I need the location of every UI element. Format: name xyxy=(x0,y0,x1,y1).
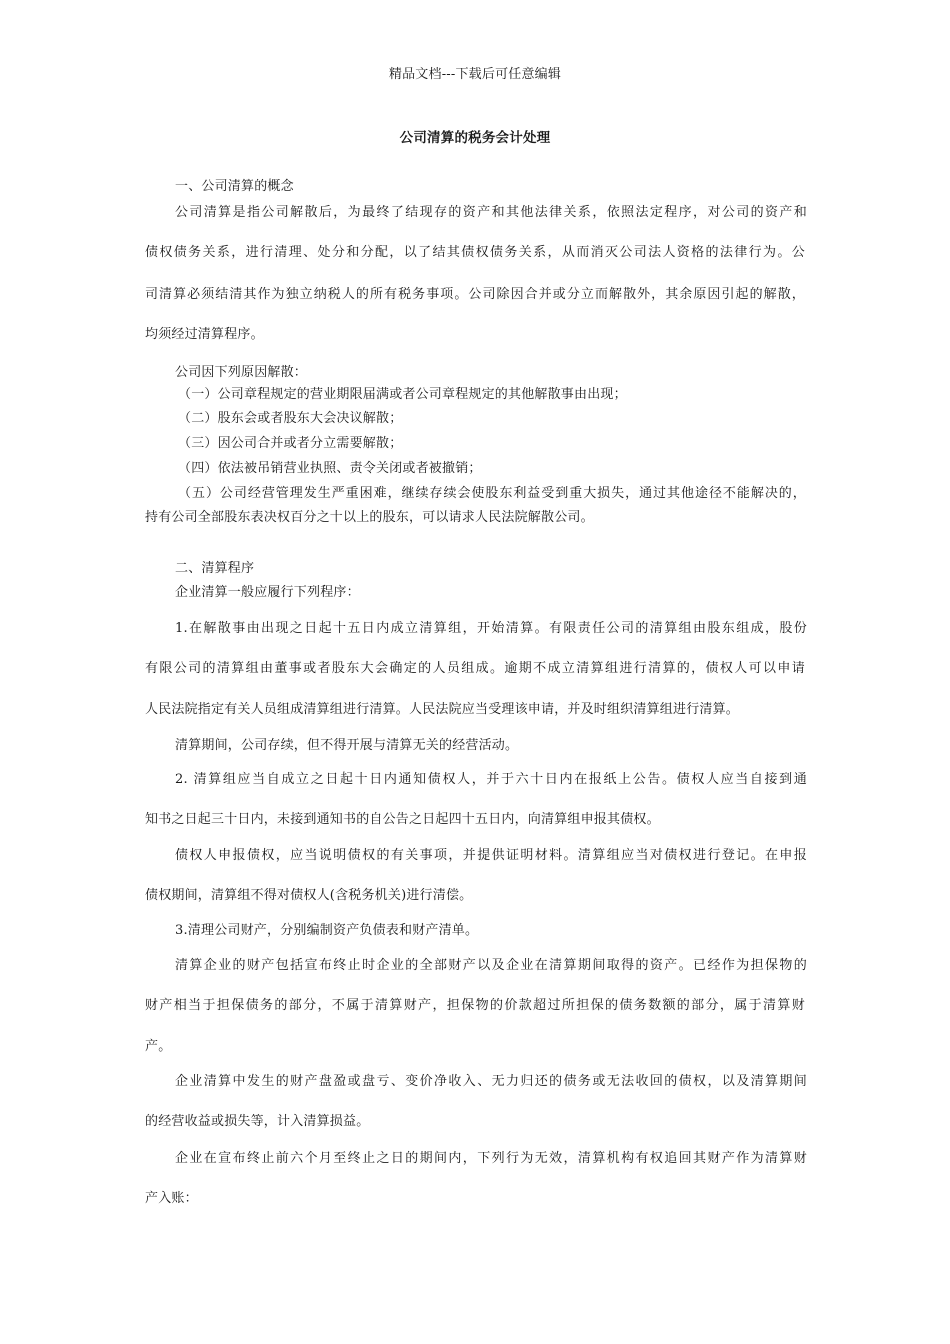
paragraph-line: 司清算必须结清其作为独立纳税人的所有税务事项。公司除因合并或分立而解散外，其余原因引起的解散， xyxy=(145,287,805,302)
paragraph-line: 人民法院指定有关人员组成清算组进行清算。人民法院应当受理该申请，并及时组织清算组进行清算。 xyxy=(145,702,740,717)
paragraph-line: 产入账： xyxy=(145,1191,198,1206)
list-item: （一）公司章程规定的营业期限届满或者公司章程规定的其他解散事由出现； xyxy=(178,387,627,402)
paragraph-line: 债权债务关系，进行清理、处分和分配，以了结其债权债务关系，从而消灭公司法人资格的法律行为。公 xyxy=(145,245,805,260)
list-item: （二）股东会或者股东大会决议解散； xyxy=(178,411,403,426)
section-heading-1: 一、公司清算的概念 xyxy=(175,179,294,194)
list-item: （三）因公司合并或者分立需要解散； xyxy=(178,436,403,451)
paragraph-line: 产。 xyxy=(145,1039,172,1054)
paragraph-line: 债权期间，清算组不得对债权人(含税务机关)进行清偿。 xyxy=(145,888,473,903)
list-item: 持有公司全部股东表决权百分之十以上的股东，可以请求人民法院解散公司。 xyxy=(145,510,594,525)
section-heading-2: 二、清算程序 xyxy=(175,561,255,576)
paragraph-line: 企业清算一般应履行下列程序： xyxy=(175,585,360,600)
list-item: （五）公司经营管理发生严重困难，继续存续会使股东利益受到重大损失，通过其他途径不能解决的， xyxy=(178,486,806,501)
paragraph-line: 清算企业的财产包括宣布终止时企业的全部财产以及企业在清算期间取得的资产。已经作为担保物的 xyxy=(175,958,807,973)
list-item: （四）依法被吊销营业执照、责令关闭或者被撤销； xyxy=(178,461,482,476)
paragraph-line: 企业清算中发生的财产盘盈或盘亏、变价净收入、无力归还的债务或无法收回的债权，以及清算期间 xyxy=(175,1074,807,1089)
paragraph-line: 公司因下列原因解散： xyxy=(175,365,308,380)
paragraph-line: 2. 清算组应当自成立之日起十日内通知债权人，并于六十日内在报纸上公告。债权人应当自接到通 xyxy=(175,772,807,787)
paragraph-line: 有限公司的清算组由董事或者股东大会确定的人员组成。逾期不成立清算组进行清算的，债权人可以申请 xyxy=(145,661,805,676)
paragraph-line: 均须经过清算程序。 xyxy=(145,327,264,342)
paragraph-line: 3.清理公司财产，分别编制资产负债表和财产清单。 xyxy=(175,923,479,938)
document-title: 公司清算的税务会计处理 xyxy=(399,130,551,146)
paragraph-line: 公司清算是指公司解散后，为最终了结现存的资产和其他法律关系，依照法定程序，对公司的资产和 xyxy=(175,205,807,220)
paragraph-line: 财产相当于担保债务的部分，不属于清算财产，担保物的价款超过所担保的债务数额的部分，属于清算财 xyxy=(145,998,805,1013)
paragraph-line: 1.在解散事由出现之日起十五日内成立清算组，开始清算。有限责任公司的清算组由股东组成，股份 xyxy=(175,621,807,636)
paragraph-line: 清算期间，公司存续，但不得开展与清算无关的经营活动。 xyxy=(175,738,519,753)
paragraph-line: 知书之日起三十日内，未接到通知书的自公告之日起四十五日内，向清算组申报其债权。 xyxy=(145,812,660,827)
paragraph-line: 企业在宣布终止前六个月至终止之日的期间内，下列行为无效，清算机构有权追回其财产作为清算财 xyxy=(175,1151,807,1166)
page-header: 精品文档---下载后可任意编辑 xyxy=(388,67,562,82)
paragraph-line: 的经营收益或损失等，计入清算损益。 xyxy=(145,1114,370,1129)
paragraph-line: 债权人申报债权，应当说明债权的有关事项，并提供证明材料。清算组应当对债权进行登记。在申报 xyxy=(175,848,807,863)
